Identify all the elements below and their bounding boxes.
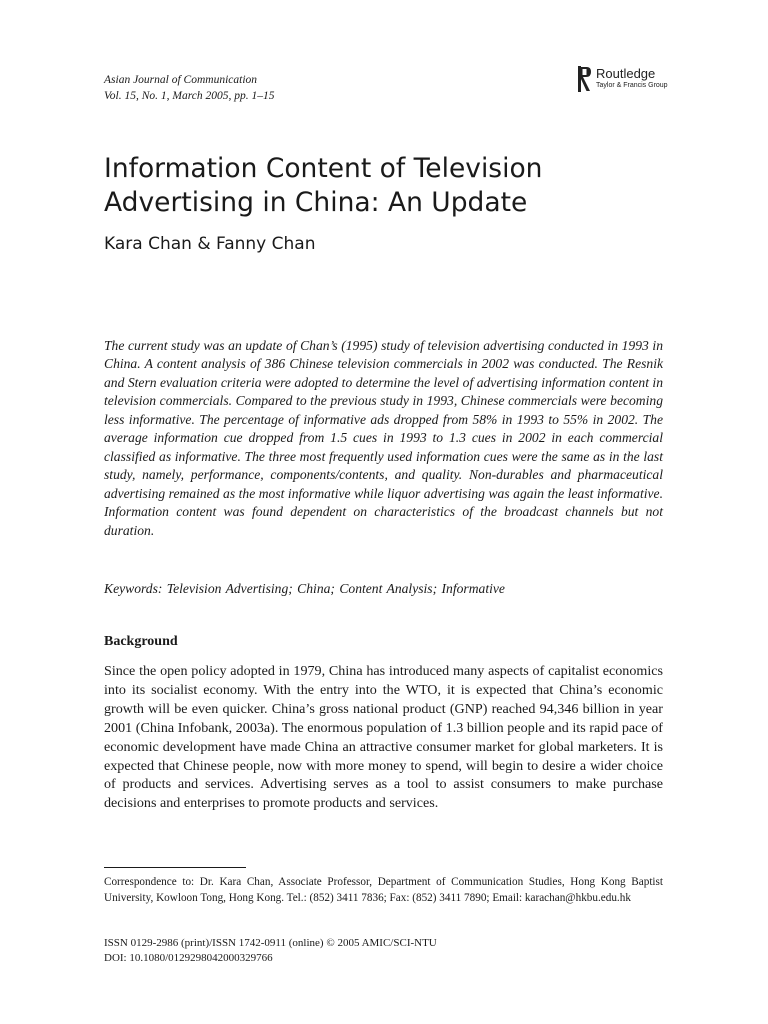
publication-ids <box>104 936 437 966</box>
publisher-group: Taylor & Francis Group <box>596 82 668 89</box>
footnote-divider <box>104 867 246 868</box>
journal-volume: Vol. 15, No. 1, March 2005, pp. 1–15 <box>104 90 275 102</box>
article-title: Information Content of Television Advertising in China: An Update <box>104 153 543 218</box>
journal-name: Asian Journal of Communication <box>104 74 258 86</box>
keywords: Keywords: Television Advertising; China; Content Analysis; Informative <box>104 581 505 596</box>
publisher-logo <box>578 66 688 94</box>
section-heading-background: Background <box>104 634 178 649</box>
journal-info <box>104 72 274 104</box>
correspondence-footnote: Correspondence to: Dr. Kara Chan, Associate Professor, Department of Communication Studies, Hong Kong Baptist University, Kowloon Tong, Hong Kong. Tel.: (852) 3411 7836; Fax: (852) 3411 7890; Email: karachan@hkbu.edu.hk <box>104 876 663 904</box>
body-paragraph: Since the open policy adopted in 1979, China has introduced many aspects of capitalist economics into its socialist economy. With the entry into the WTO, it is expected that China’s economic growth will be even quicker. China’s gross national product (GNP) reached 94,346 billion in year 2001 (China Infobank, 2003a). The enormous population of 1.3 billion people and its rapid pace of economic development have made China an attractive consumer market for global marketers. It is expected that Chinese people, now with more money to spend, will begin to desire a wider choice of products and services. Advertising serves as a tool to assist consumers to make purchase decisions and enterprises to promote products and services. <box>104 663 663 812</box>
doi-line: DOI: 10.1080/0129298042000329766 <box>104 952 273 964</box>
article-authors: Kara Chan & Fanny Chan <box>104 234 316 254</box>
publisher-brand: Routledge <box>596 66 656 81</box>
abstract: The current study was an update of Chan’s (1995) study of television advertising conducted in 1993 in China. A content analysis of 386 Chinese television commercials in 2002 was conducted. The Resnik and Stern evaluation criteria were adopted to determine the level of advertising information content in television commercials. Compared to the previous study in 1993, Chinese commercials were becoming less informative. The percentage of informative ads dropped from 58% in 1993 to 55% in 2002. The average information cue dropped from 1.5 cues in 1993 to 1.3 cues in 2002 in each commercial classified as informative. The three most frequently used information cues were the same as in the last study, namely, performance, components/contents, and quality. Non-durables and pharmaceutical advertising remained as the most informative while liquor advertising was again the least informative. Information content was found dependent on characteristics of the broadcast channels but not duration. <box>104 338 663 538</box>
routledge-r-mark-icon <box>578 66 592 92</box>
issn-line: ISSN 0129-2986 (print)/ISSN 1742-0911 (online) © 2005 AMIC/SCI-NTU <box>104 937 437 949</box>
